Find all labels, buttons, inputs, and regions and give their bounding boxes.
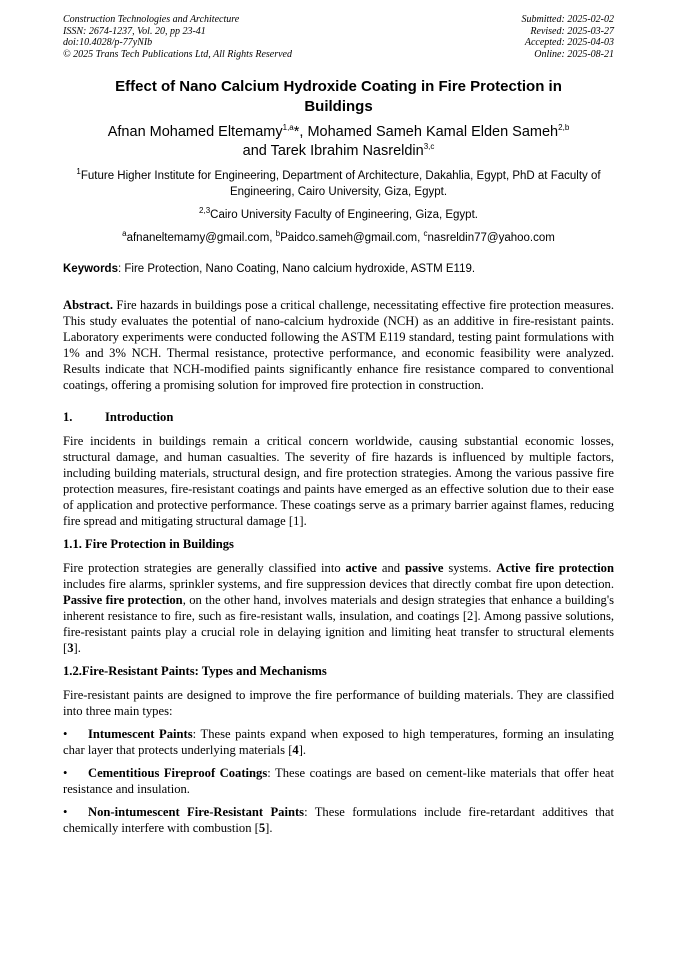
email-c[interactable]: nasreldin77@yahoo.com — [427, 232, 555, 244]
author-1: Afnan Mohamed Eltemamy — [107, 124, 283, 140]
abstract-text: Fire hazards in buildings pose a critical challenge, necessitating effective fire protection measures. This study evaluates the potential of nano-calcium hydroxide (NCH) as an additive in fire-resistant paints. Laboratory experiments were conducted following the ASTM E119 standard, testing paint formulations with 1% and 3% NCH. Thermal resistance, protective performance, and economic feasibility were analyzed. Results indicate that NCH-modified paints significantly enhance fire resistance compared to conventional coatings, offering a promising solution for improved fire protection in construction. — [63, 298, 614, 392]
list-item: • Cementitious Fireproof Coatings: These coatings are based on cement-like materials that offer heat resistance and insulation. — [63, 766, 614, 796]
section-1-2-heading: 1.2.Fire-Resistant Paints: Types and Mechanisms — [63, 664, 327, 678]
doi: doi:10.4028/p-77yNIb — [63, 37, 153, 48]
paper-page — [63, 14, 614, 836]
dates-info — [522, 14, 615, 60]
section-1-1-heading: 1.1. Fire Protection in Buildings — [63, 537, 234, 551]
submitted-date: Submitted: 2025-02-02 — [521, 14, 614, 25]
affiliation-2: $^{2,3}$Cairo University Faculty of Engineering, Giza, Egypt. — [199, 206, 478, 221]
authors: Afnan Mohamed Eltemamy$^{1,a}$*, Mohamed Sameh Kamal Elden Sameh$^{2,b}$ and Tarek Ibrahim Nasreldin$^{3,c}$ — [107, 123, 570, 159]
section-1-paragraph: Fire incidents in buildings remain a critical concern worldwide, causing substantial economic losses, structural damage, and human casualties. The severity of fire hazards is influenced by multiple factors, including building materials, structural design, and fire protection strategies. Among the various passive fire protection measures, fire-resistant coatings and paints have emerged as an effective solution due to their ease of application and protective performance. These coatings serve as a primary barrier against flames, reducing fire spread and mitigating structural damage [1]. — [63, 434, 614, 528]
section-1-1-paragraph: Fire protection strategies are generally classified into active and passive systems. Active fire protection includes fire alarms, sprinkler systems, and fire suppression devices that directly combat fire upon detection. Passive fire protection, on the other hand, involves materials and design strategies that enhance a building's inherent resistance to fire, such as fire-resistant walls, insulation, and coatings [2]. Among passive solutions, fire-resistant paints play a crucial role in delaying ignition and limiting heat transfer to structural elements [3]. — [63, 561, 614, 655]
affiliation-1: $^1$Future Higher Institute for Engineering, Department of Architecture, Dakahlia, Egypt, PhD at Faculty of Engineering, Cairo University, Giza, Egypt. — [76, 167, 601, 198]
abstract — [63, 297, 614, 393]
list-item: • Intumescent Paints: These paints expand when exposed to high temperatures, forming an insulating char layer that protects underlying materials [4]. — [63, 727, 614, 757]
abstract-label: Abstract. — [63, 298, 114, 312]
journal-info — [63, 14, 292, 60]
email-b[interactable]: Paidco.sameh@gmail.com, — [280, 232, 424, 244]
accepted-date: Accepted: 2025-04-03 — [524, 37, 614, 48]
keywords-text: : Fire Protection, Nano Coating, Nano calcium hydroxide, ASTM E119. — [117, 263, 476, 275]
online-date: Online: 2025-08-21 — [534, 48, 614, 60]
list-item: • Non-intumescent Fire-Resistant Paints: These formulations include fire-retardant additives that chemically interfere with combustion [5]. — [63, 805, 615, 835]
paper-title: Effect of Nano Calcium Hydroxide Coating in Fire Protection in Buildings — [115, 78, 562, 115]
journal-name: Construction Technologies and Architecture — [63, 14, 240, 25]
copyright: © 2025 Trans Tech Publications Ltd, All Rights Reserved — [63, 48, 292, 60]
email-a[interactable]: afnaneltemamy@gmail.com, — [126, 232, 276, 244]
issn: ISSN: 2674-1237, Vol. 20, pp 23-41 — [63, 25, 206, 37]
journal-header — [63, 14, 614, 60]
author-2: , Mohamed Sameh Kamal Elden Sameh — [299, 124, 559, 140]
author-3: and Tarek Ibrahim Nasreldin — [242, 143, 424, 159]
emails: $^a$afnaneltemamy@gmail.com, $^b$Paidco.sameh@gmail.com, $^c$nasreldin77@yahoo.com — [122, 229, 555, 244]
keywords — [63, 262, 614, 277]
revised-date: Revised: 2025-03-27 — [530, 25, 614, 37]
section-1-2-paragraph: Fire-resistant paints are designed to improve the fire performance of building materials. They are classified into three main types: — [63, 688, 614, 718]
keywords-label: Keywords — [63, 263, 118, 275]
section-1-heading: 1. Introduction — [63, 410, 174, 424]
